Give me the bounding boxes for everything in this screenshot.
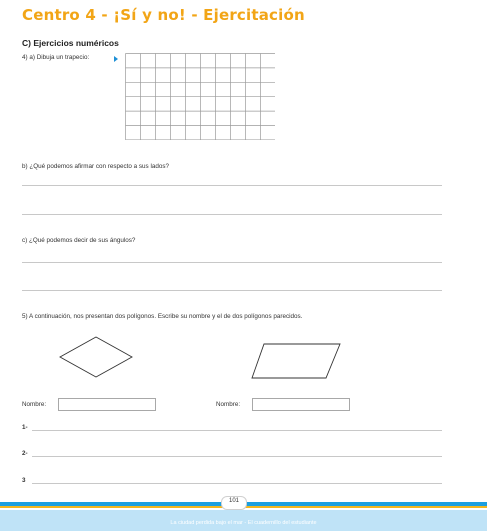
question-5-label: 5) A continuación, nos presentan dos polígonos. Escribe su nombre y el de dos polígonos parecidos. (22, 313, 303, 320)
list-item-2: 2- (22, 450, 28, 457)
page-title: Centro 4 - ¡Sí y no! - Ejercitación (22, 6, 305, 24)
question-4a-label: 4) a) Dibuja un trapecio: (22, 54, 90, 61)
page-number: 101 (228, 498, 239, 504)
answer-line[interactable] (32, 456, 442, 457)
name-input-right[interactable] (252, 398, 350, 411)
list-item-1: 1- (22, 424, 28, 431)
arrow-marker-icon (114, 56, 118, 62)
name-input-left[interactable] (58, 398, 156, 411)
drawing-grid[interactable] (125, 53, 275, 140)
answer-line[interactable] (32, 430, 442, 431)
name-label-right: Nombre: (216, 401, 241, 408)
question-b-label: b) ¿Qué podemos afirmar con respecto a sus lados? (22, 163, 169, 170)
answer-line[interactable] (22, 290, 442, 291)
section-heading: C) Ejercicios numéricos (22, 38, 119, 48)
list-item-3: 3 (22, 477, 26, 484)
question-c-label: c) ¿Qué podemos decir de sus ángulos? (22, 237, 136, 244)
answer-line[interactable] (22, 262, 442, 263)
answer-line[interactable] (22, 185, 442, 186)
rhombus-shape (58, 336, 134, 378)
footer-caption: La ciudad perdida bajo el mar - El cuadernillo del estudiante (170, 520, 317, 526)
parallelogram-shape (250, 342, 342, 380)
answer-line[interactable] (22, 214, 442, 215)
name-label-left: Nombre: (22, 401, 47, 408)
answer-line[interactable] (32, 483, 442, 484)
